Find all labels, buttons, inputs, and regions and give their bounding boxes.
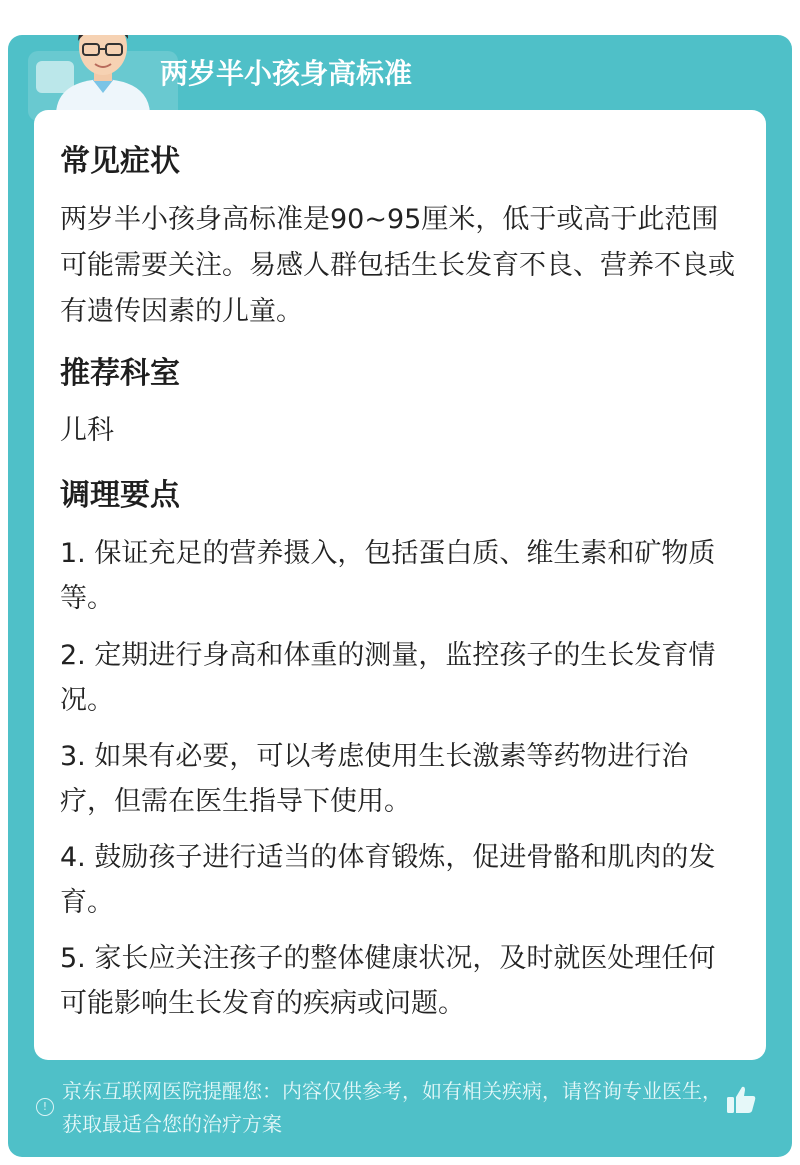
content-panel (8, 35, 792, 1157)
department-text: 儿科 (60, 415, 114, 446)
page-title: 两岁半小孩身高标准 (160, 57, 413, 90)
care-item-5: 5. 家长应关注孩子的整体健康状况，及时就医处理任何可能影响生长发育的疾病或问题。 (60, 943, 716, 1019)
care-item-4: 4. 鼓励孩子进行适当的体育锻炼，促进骨骼和肌肉的发育。 (60, 842, 716, 918)
thumbs-up-icon[interactable] (724, 1083, 758, 1117)
symptoms-heading: 常见症状 (60, 144, 180, 179)
department-heading: 推荐科室 (60, 356, 180, 391)
care-item-1: 1. 保证充足的营养摄入，包括蛋白质、维生素和矿物质等。 (60, 538, 716, 614)
care-item-2: 2. 定期进行身高和体重的测量，监控孩子的生长发育情况。 (60, 640, 716, 716)
footer-notice: 京东互联网医院提醒您：内容仅供参考，如有相关疾病，请咨询专业医生，获取最适合您的治疗方案 (62, 1079, 722, 1136)
doctor-avatar (48, 35, 158, 113)
info-icon: ! (36, 1098, 54, 1116)
article-card (34, 110, 766, 1060)
care-item-3: 3. 如果有必要，可以考虑使用生长激素等药物进行治疗，但需在医生指导下使用。 (60, 741, 689, 817)
care-heading: 调理要点 (60, 478, 180, 513)
symptoms-text: 两岁半小孩身高标准是90~95厘米，低于或高于此范围可能需要关注。易感人群包括生长发育不良、营养不良或有遗传因素的儿童。 (60, 204, 735, 327)
